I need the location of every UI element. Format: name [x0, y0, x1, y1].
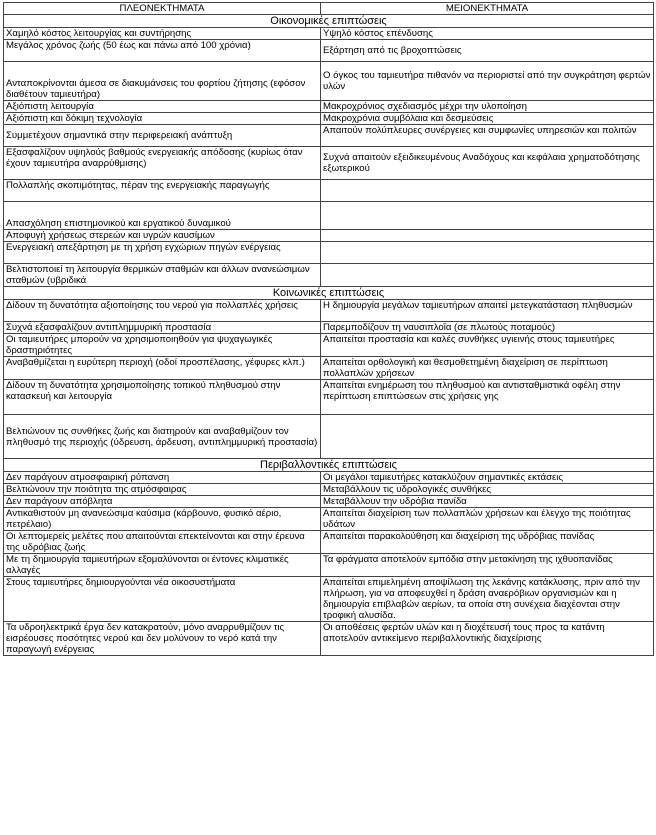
con-cell: Απαιτείται ορθολογική και θεσμοθετημένη διαχείριση σε περίπτωση πολλαπλών χρήσεων: [321, 357, 654, 380]
pro-cell: Αξιόπιστη και δόκιμη τεχνολογία: [4, 113, 321, 125]
pro-cell: Τα υδροηλεκτρικά έργα δεν κατακρατούν, μόνο αναρρυθμίζουν τις εισρέουσες ποσότητες νερού και δεν μολύνουν το νερό κατά την παραγωγή ενέργειας: [4, 622, 321, 656]
table-row: [4, 113, 654, 125]
con-cell: Απαιτείται διαχείριση των πολλαπλών χρήσεων και έλεγχο της ποιότητας υδάτων: [321, 508, 654, 531]
table-row: [4, 125, 654, 147]
con-cell: [321, 415, 654, 459]
pro-cell: Αξιόπιστη λειτουργία: [4, 101, 321, 113]
table-row: [4, 40, 654, 62]
con-cell: Απαιτείται επιμελημένη αποψίλωση της λεκάνης κατάκλυσης, πριν από την πλήρωση, για να αποφευχθεί η δράση αναερόβιων οργανισμών και η δημιουργία επιβλαβών αερίων, τα οποία στη συνέχεια διαχέονται στην τροφική αλυσίδα.: [321, 577, 654, 622]
con-cell: Απαιτείται παρακολούθηση και διαχείριση της υδρόβιας πανίδας: [321, 531, 654, 554]
section-title: Περιβαλλοντικές επιπτώσεις: [4, 459, 654, 472]
pro-cell: Ενεργειακή απεξάρτηση με τη χρήση εγχώριων πηγών ενέργειας: [4, 242, 321, 264]
section-header-row: [4, 15, 654, 28]
section-header-row: [4, 287, 654, 300]
table-row: [4, 147, 654, 180]
table-row: [4, 577, 654, 622]
table-row: [4, 508, 654, 531]
pro-cell: Εξασφαλίζουν υψηλούς βαθμούς ενεργειακής απόδοσης (κυρίως όταν έχουν ταμιευτήρα αναρρύθμισης): [4, 147, 321, 180]
con-cell: Απαιτείται προστασία και καλές συνθήκες υγιεινής στους ταμιευτήρες: [321, 334, 654, 357]
con-cell: Απαιτείται ενημέρωση του πληθυσμού και αντισταθμιστικά οφέλη στην περίπτωση επιπτώσεων στις χρήσεις γης: [321, 380, 654, 415]
section-header-row: [4, 459, 654, 472]
pro-cell: Χαμηλό κόστος λειτουργίας και συντήρησης: [4, 28, 321, 40]
table-row: [4, 380, 654, 415]
pro-cell: Ανταποκρίνονται άμεσα σε διακυμάνσεις του φορτίου ζήτησης (εφόσον διαθέτουν ταμιευτήρα): [4, 62, 321, 101]
pro-cell: Αντικαθιστούν μη ανανεώσιμα καύσιμα (κάρβουνο, φυσικό αέριο, πετρέλαιο): [4, 508, 321, 531]
table-row: [4, 622, 654, 656]
pro-cell: Δεν παράγουν ατμοσφαιρική ρύπανση: [4, 472, 321, 484]
pro-cell: Βελτιώνουν τις συνθήκες ζωής και διατηρούν και αναβαθμίζουν τον πληθυσμό της περιοχής (ύδρευση, άρδευση, αντιπλημμυρική προστασία): [4, 415, 321, 459]
pro-cell: Συχνά εξασφαλίζουν αντιπλημμυρική προστασία: [4, 322, 321, 334]
pro-cell: Πολλαπλής σκοπιμότητας, πέραν της ενεργειακής παραγωγής: [4, 180, 321, 202]
con-cell: [321, 202, 654, 230]
con-cell: Η δημιουργία μεγάλων ταμιευτήρων απαιτεί μετεγκατάσταση πληθυσμών: [321, 300, 654, 322]
con-cell: Τα φράγματα αποτελούν εμπόδια στην μετακίνηση της ιχθυοπανίδας: [321, 554, 654, 577]
con-cell: Μεταβάλλουν την υδρόβια πανίδα: [321, 496, 654, 508]
table-row: [4, 242, 654, 264]
pro-cell: Απασχόληση επιστημονικού και εργατικού δυναμικού: [4, 202, 321, 230]
con-cell: [321, 242, 654, 264]
table-row: [4, 28, 654, 40]
table-row: [4, 472, 654, 484]
pro-cell: Αναβαθμίζεται η ευρύτερη περιοχή (οδοί προσπέλασης, γέφυρες κλπ.): [4, 357, 321, 380]
table-row: [4, 300, 654, 322]
con-cell: [321, 180, 654, 202]
table-row: [4, 531, 654, 554]
pro-cell: Δεν παράγουν απόβλητα: [4, 496, 321, 508]
table-row: [4, 264, 654, 287]
header-row: [4, 3, 654, 15]
table-row: [4, 415, 654, 459]
con-cell: Υψηλό κόστος επένδυσης: [321, 28, 654, 40]
con-cell: Παρεμποδίζουν τη ναυσιπλοΐα (σε πλωτούς ποταμούς): [321, 322, 654, 334]
table-row: [4, 496, 654, 508]
con-cell: Οι αποθέσεις φερτών υλών και η διοχέτευσή τους προς τα κατάντη αποτελούν αντικείμενο περιβαλλοντικής διαχείρισης: [321, 622, 654, 656]
section-title: Κοινωνικές επιπτώσεις: [4, 287, 654, 300]
table-row: [4, 180, 654, 202]
con-cell: Μεταβάλλουν τις υδρολογικές συνθήκες: [321, 484, 654, 496]
con-cell: Απαιτούν πολύπλευρες συνέργειες και συμφωνίες υπηρεσιών και πολιτών: [321, 125, 654, 147]
pro-cell: Οι λεπτομερείς μελέτες που απαιτούνται επεκτείνονται και στην έρευνα της υδρόβιας ζωής: [4, 531, 321, 554]
table-row: [4, 554, 654, 577]
table-row: [4, 322, 654, 334]
pro-cell: Με τη δημιουργία ταμιευτήρων εξομαλύνονται οι έντονες κλιματικές αλλαγές: [4, 554, 321, 577]
pro-cell: Στους ταμιευτήρες δημιουργούνται νέα οικοσυστήματα: [4, 577, 321, 622]
table-row: [4, 202, 654, 230]
con-cell: Οι μεγάλοι ταμιευτήρες κατακλύζουν σημαντικές εκτάσεις: [321, 472, 654, 484]
pro-cell: Βελτιστοποιεί τη λειτουργία θερμικών σταθμών και άλλων ανανεώσιμων σταθμών (υβριδικά: [4, 264, 321, 287]
con-cell: Μακροχρόνια συμβόλαια και δεσμεύσεις: [321, 113, 654, 125]
pro-cell: Βελτιώνουν την ποιότητα της ατμόσφαιρας: [4, 484, 321, 496]
con-cell: [321, 230, 654, 242]
con-cell: Μακροχρόνιος σχεδιασμός μέχρι την υλοποίηση: [321, 101, 654, 113]
pro-cell: Οι ταμιευτήρες μπορούν να χρησιμοποιηθούν για ψυχαγωγικές δραστηριότητες: [4, 334, 321, 357]
con-cell: Εξάρτηση από τις βροχοπτώσεις: [321, 40, 654, 62]
pro-cell: Αποφυγή χρήσεως στερεών και υγρών καυσίμων: [4, 230, 321, 242]
pros-header: ΠΛΕΟΝΕΚΤΗΜΑΤΑ: [4, 3, 321, 15]
pro-cell: Δίδουν τη δυνατότητα αξιοποίησης του νερού για πολλαπλές χρήσεις: [4, 300, 321, 322]
pro-cell: Δίδουν τη δυνατότητα χρησιμοποίησης τοπικού πληθυσμού στην κατασκευή και λειτουργία: [4, 380, 321, 415]
pro-cell: Μεγάλος χρόνος ζωής (50 έως και πάνω από 100 χρόνια): [4, 40, 321, 62]
table-row: [4, 484, 654, 496]
table-row: [4, 357, 654, 380]
table-row: [4, 334, 654, 357]
table-row: [4, 62, 654, 101]
comparison-table: [3, 2, 653, 656]
con-cell: Ο όγκος του ταμιευτήρα πιθανόν να περιοριστεί από την συγκράτηση φερτών υλών: [321, 62, 654, 101]
con-cell: [321, 264, 654, 287]
con-cell: Συχνά απαιτούν εξειδικευμένους Αναδόχους και κεφάλαια χρηματοδότησης εξωτερικού: [321, 147, 654, 180]
table-row: [4, 101, 654, 113]
cons-header: ΜΕΙΟΝΕΚΤΗΜΑΤΑ: [321, 3, 654, 15]
pro-cell: Συμμετέχουν σημαντικά στην περιφερειακή ανάπτυξη: [4, 125, 321, 147]
table-row: [4, 230, 654, 242]
section-title: Οικονομικές επιπτώσεις: [4, 15, 654, 28]
